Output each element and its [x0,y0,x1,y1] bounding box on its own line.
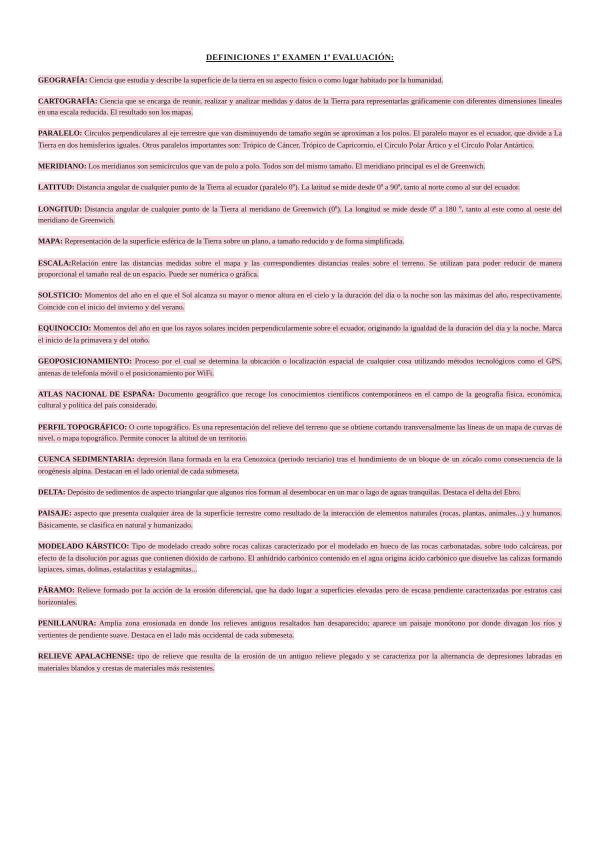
definition-entry [38,355,562,378]
definition-entry [38,454,562,477]
highlighted-text [38,541,562,574]
page-title: DEFINICIONES 1º EXAMEN 1ª EVALUACIÓN: [205,52,394,62]
definition-entry [38,290,562,313]
highlighted-text [38,487,521,497]
definition-term: SOLSTICIO: [38,290,83,300]
highlighted-text [38,618,562,640]
definition-entry [38,74,562,86]
definition-term: RELIEVE APALACHENSE: [38,651,135,661]
highlighted-text [38,389,562,411]
definition-term: PERFIL TOPOGRÁFICO: [38,422,128,431]
definition-term: ESCALA: [38,258,72,268]
highlighted-text [38,96,562,118]
highlighted-text [38,128,562,150]
highlighted-text [38,422,562,444]
definition-entry [38,182,562,194]
definition-term: PARALELO: [38,128,83,138]
highlighted-text [38,323,562,345]
definition-text: Momentos del año en que los rayos solares inciden perpendicularmente sobre el ecuador, originando la igualdad de la duración del día y la noche. Marca el inicio de la primavera y del otoño. [38,323,562,345]
definition-text: O corte topográfico. Es una representación del relieve del terreno que se obtiene cortando transversalmente las líneas de un mapa de curvas de nivel, o mapa topográfico. Permite conocer la altitud de un territorio. [38,422,562,443]
definition-term: LATITUD: [38,182,75,192]
definition-entry [38,323,562,346]
definition-text: Distancia angular de cualquier punto de la Tierra al ecuador (paralelo 0º). La latitud se mide desde 0º a 90º, tanto al norte como al sur del ecuador. [74,182,521,192]
definition-entry [38,257,562,280]
definition-term: ATLAS NACIONAL DE ESPAÑA: [38,389,156,399]
definition-term: PENILLANURA: [38,618,97,628]
definition-text: Relieve formado por la acción de la erosión diferencial, que ha dado lugar a superficies elevadas pero de escasa pendiente caracterizadas por estratos casi horizontales. [38,585,562,607]
definition-entry [38,421,562,444]
definition-text: Relación entre las distancias medidas sobre el mapa y las correspondientes distancias reales sobre el terreno. Se utilizan para poder reducir de manera proporcional el tamaño real de un espacio. Puede ser numérica o gráfica. [38,258,562,279]
highlighted-text [38,161,485,171]
highlighted-text [38,585,562,607]
definition-text: Tipo de modelado creado sobre rocas calizas caracterizado por el modelado en hueco de las rocas carbonatadas, sobre todo calcáreas, por efecto de la disolución por aguas que contienen dióxido de carbono. El anhídrido carbónico contenido en el agua origina ácido carbónico que disuelve las calizas formando lapiaces, simas, dolinas, estalactitas y estalagmitas... [38,541,563,574]
definition-text: Amplia zona erosionada en donde los relieves antiguos resaltados han desaparecido; aparece un paisaje monótono por donde divagan los ríos y vertientes de pendiente suave. Destaca en el lado más occidental de cada submeseta. [38,618,562,640]
definition-entry [38,203,562,226]
highlighted-text [38,236,404,246]
definition-text: Ciencia que estudia y describe la superficie de la tierra en su aspecto físico o como lugar habitado por la humanidad. [87,75,444,84]
highlighted-text [38,651,562,673]
definition-entry [38,508,562,531]
highlighted-text [38,258,562,280]
definition-entry [38,487,562,499]
definition-text: tipo de relieve que resulta de la erosión de un antiguo relieve plegado y se caracteriza por la alternancia de depresiones labradas en materiales blandos y crestas de materiales más resistentes. [38,651,563,673]
highlighted-text [38,356,562,378]
definition-text: Documento geográfico que recoge los conocimientos científicos contemporáneos en el campo de la geografía física, económica, cultural y política del país considerado. [38,389,562,410]
definition-text: Depósito de sedimentos de aspecto triangular que algunos ríos forman al desembocar en un mar o lago de aguas tranquilas. Destaca el delta del Ebro. [65,487,521,497]
definition-term: PAISAJE: [38,508,72,518]
definition-text: Círculos perpendiculares al eje terrestre que van disminuyendo de tamaño según se aproximan a los polos. El paralelo mayor es el ecuador, que divide a La Tierra en dos hemisferios iguales. Otros paralelos importantes son: Trópico de Cáncer, Trópico de Capricornio, el Círculo Polar Ártico y el Círculo Polar Antártico. [38,128,562,150]
definition-text: Distancia angular de cualquier punto de la Tierra al meridiano de Greenwich (0º). La longitud se mide desde 0º a 180 º, tanto al este como al oeste del meridiano de Greenwich. [38,204,562,225]
definition-text: Proceso por el cual se determina la ubicación o localización espacial de cualquier cosa utilizando métodos tecnológicos como el GPS, antenas de telefonía móvil o el posicionamiento por WiFi. [38,356,562,378]
definition-text: Representación de la superficie esférica de la Tierra sobre un plano, a tamaño reducido y de forma simplificada. [62,236,405,246]
definition-term: PÁRAMO: [38,585,75,595]
definition-term: CARTOGRAFÍA: [38,96,98,106]
definition-term: LONGITUD: [38,204,82,214]
definition-term: DELTA: [38,487,66,497]
definition-entry [38,161,562,173]
highlighted-text [38,454,562,476]
definition-term: GEOPOSICIONAMIENTO: [38,356,132,366]
definition-term: MERIDIANO: [38,161,87,171]
highlighted-text [38,290,562,312]
definition-text: Momentos del año en el que el Sol alcanza su mayor o menor altura en el cielo y la duración del día o la noche son las máximas del año, respectivamente. Coincide con el inicio del invierno y del verano. [38,290,562,312]
definition-entry [38,650,562,673]
definition-term: MODELADO KÁRSTICO: [38,541,130,551]
definition-text: Ciencia que se encarga de reunir, realizar y analizar medidas y datos de la Tierra para representarlas gráficamente con diferentes dimensiones lineales en una escala reducida. El resultado son los mapas. [38,96,562,117]
highlighted-text [38,508,562,530]
definition-entry [38,541,562,576]
highlighted-text [38,182,520,192]
definition-entry [38,388,562,411]
definitions-list [38,74,562,674]
definition-term: MAPA: [38,236,63,246]
definition-term: CUENCA SEDIMENTARIA: [38,454,135,464]
definition-text: Los meridianos son semicírculos que van de polo a polo. Todos son del mismo tamaño. El meridiano principal es el de Greenwich. [86,161,486,171]
definition-entry [38,236,562,248]
definition-text: aspecto que presenta cualquier área de la superficie terrestre como resultado de la interacción de elementos naturales (rocas, plantas, animales...) y humanos. Básicamente, se clasifica en natural y humanizado. [38,508,562,530]
highlighted-text [38,204,562,226]
highlighted-text [38,75,443,85]
definition-text: depresión llana formada en la era Cenozoica (periodo terciario) tras el hundimiento de un bloque de un zócalo como consecuencia de la orogénesis alpina. Destacan en el lado oriental de cada submeseta. [38,454,562,476]
definition-term: GEOGRAFÍA: [38,75,88,84]
definition-entry [38,95,562,118]
definition-entry [38,585,562,608]
definition-entry [38,618,562,641]
definition-entry [38,128,562,151]
definition-term: EQUINOCCIO: [38,323,92,333]
